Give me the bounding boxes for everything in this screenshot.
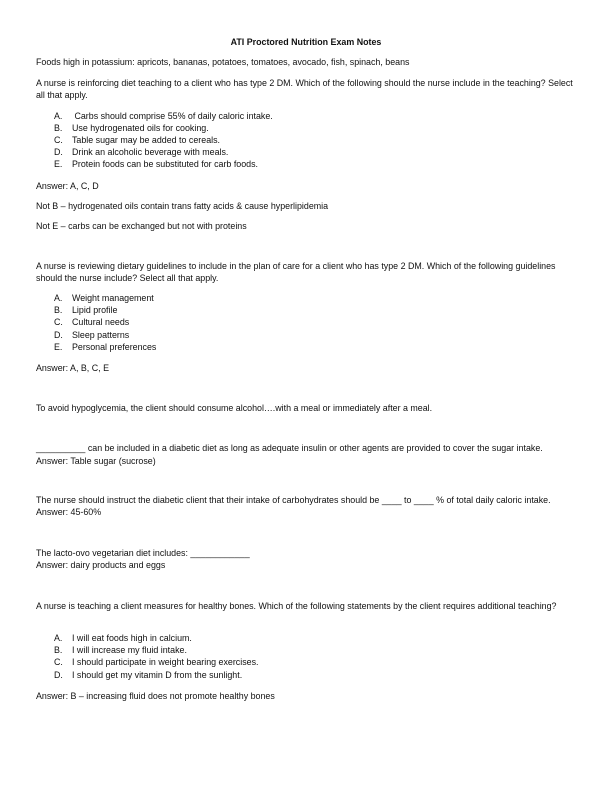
q1-note-b: Not B – hydrogenated oils contain trans fatty acids & cause hyperlipidemia [36,201,329,211]
q6-question: A nurse is teaching a client measures for healthy bones. Which of the following statements by the client requires additional teaching? [36,601,557,611]
option-text: Lipid profile [72,305,118,315]
q2-option [54,329,574,341]
option-text: Table sugar may be added to cereals. [72,135,221,145]
option-letter: A. [54,111,63,121]
q2-option [54,292,574,304]
option-text: Protein foods can be substituted for carb foods. [72,159,258,169]
option-text: Drink an alcoholic beverage with meals. [72,147,229,157]
option-letter: B. [54,123,63,133]
q6-option [54,644,574,656]
q1-option [54,110,574,122]
option-letter: A. [54,293,63,303]
option-letter: A. [54,633,63,643]
option-letter: D. [54,670,63,680]
q2-question: A nurse is reviewing dietary guidelines to include in the plan of care for a client who has type 2 DM. Which of the following guidelines should the nurse include? Select all that apply. [36,261,556,284]
option-text: Use hydrogenated oils for cooking. [72,123,209,133]
q1-option [54,158,574,170]
option-text: Sleep patterns [72,330,130,340]
option-text: Cultural needs [72,317,130,327]
option-letter: B. [54,305,63,315]
q5-answer: Answer: dairy products and eggs [36,560,166,570]
q6-option [54,656,574,668]
option-letter: D. [54,147,63,157]
option-text: I will increase my fluid intake. [72,645,187,655]
q1-option [54,146,574,158]
option-text: I should participate in weight bearing exercises. [72,657,259,667]
q1-question: A nurse is reinforcing diet teaching to a client who has type 2 DM. Which of the following should the nurse include in the teaching? Select all that apply. [36,78,573,101]
option-letter: C. [54,657,63,667]
page-title: ATI Proctored Nutrition Exam Notes [230,37,382,47]
option-letter: E. [54,159,63,169]
q2-option [54,341,574,353]
q1-note-e: Not E – carbs can be exchanged but not with proteins [36,221,247,231]
option-letter: E. [54,342,63,352]
option-letter: C. [54,317,63,327]
option-text: Personal preferences [72,342,157,352]
q3-answer: Answer: Table sugar (sucrose) [36,456,156,466]
q4-answer: Answer: 45-60% [36,507,102,517]
q6-option [54,632,574,644]
option-text: I will eat foods high in calcium. [72,633,192,643]
hypoglycemia-note: To avoid hypoglycemia, the client should consume alcohol….with a meal or immediately after a meal. [36,403,433,413]
q2-option [54,304,574,316]
q2-answer: Answer: A, B, C, E [36,363,109,373]
option-letter: B. [54,645,63,655]
q1-option [54,134,574,146]
potassium-note: Foods high in potassium: apricots, bananas, potatoes, tomatoes, avocado, fish, spinach, beans [36,57,410,67]
q1-answer: Answer: A, C, D [36,181,99,191]
option-letter: D. [54,330,63,340]
q3-question: __________ can be included in a diabetic diet as long as adequate insulin or other agents are provided to cover the sugar intake. [36,443,543,453]
option-text: Weight management [72,293,154,303]
option-text: I should get my vitamin D from the sunlight. [72,670,243,680]
q6-option [54,669,574,681]
q1-option [54,122,574,134]
q4-question: The nurse should instruct the diabetic client that their intake of carbohydrates should be ____ to ____ % of total daily caloric intake. [36,495,551,505]
option-letter: C. [54,135,63,145]
option-text: Carbs should comprise 55% of daily caloric intake. [72,111,273,121]
q5-question: The lacto-ovo vegetarian diet includes: ____________ [36,548,250,558]
q2-option [54,316,574,328]
q6-answer: Answer: B – increasing fluid does not promote healthy bones [36,691,275,701]
